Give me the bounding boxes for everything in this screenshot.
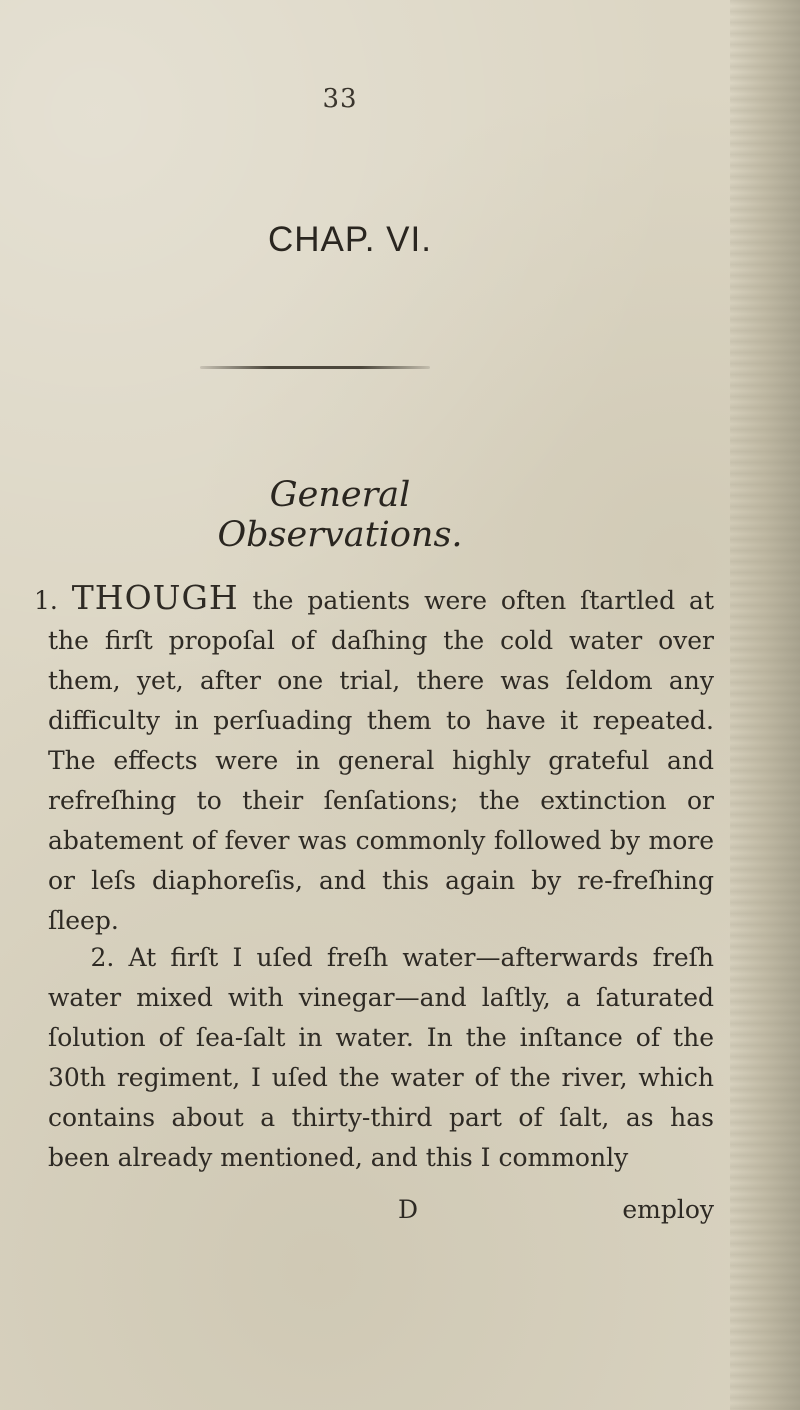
paragraph-number: 2. — [90, 943, 115, 972]
page-footer — [48, 1190, 714, 1230]
page-edge-shadow — [730, 0, 800, 1410]
paragraph-text: At firſt I uſed freſh water—afterwards freſh water mixed with vinegar—and laſtly, a ſaturated ſolution of ſea-ſalt in water. In the inſtance of the 30th regiment, I uſed the water of the river, which contains about a thirty-third part of ſalt, as has been already mentioned, and this I commonly — [48, 943, 715, 1172]
divider-rule — [200, 366, 430, 369]
page-number: 33 — [322, 84, 358, 114]
paragraph-number: 1. — [34, 586, 58, 615]
catchword: employ — [622, 1195, 714, 1224]
paragraph-lead-word: THOUGH — [71, 578, 239, 617]
chapter-heading: CHAP. VI. — [268, 220, 432, 259]
paragraph-text: the patients were often ſtartled at the firſt propoſal of daſhing the cold water over them, yet, after one trial, there was ſeldom any difficulty in perſuading them to have it repeated. The effects were in general highly grateful and refreſhing to their ſenſations; the extinction or abatement of fever was commonly followed by more or leſs diaphoreſis, and this again by re-freſhing ſleep. — [48, 586, 714, 935]
signature-mark: D — [398, 1195, 419, 1224]
paragraph-1 — [34, 578, 714, 941]
section-title: General Observations. — [217, 475, 463, 555]
paragraph-2 — [48, 938, 714, 1178]
